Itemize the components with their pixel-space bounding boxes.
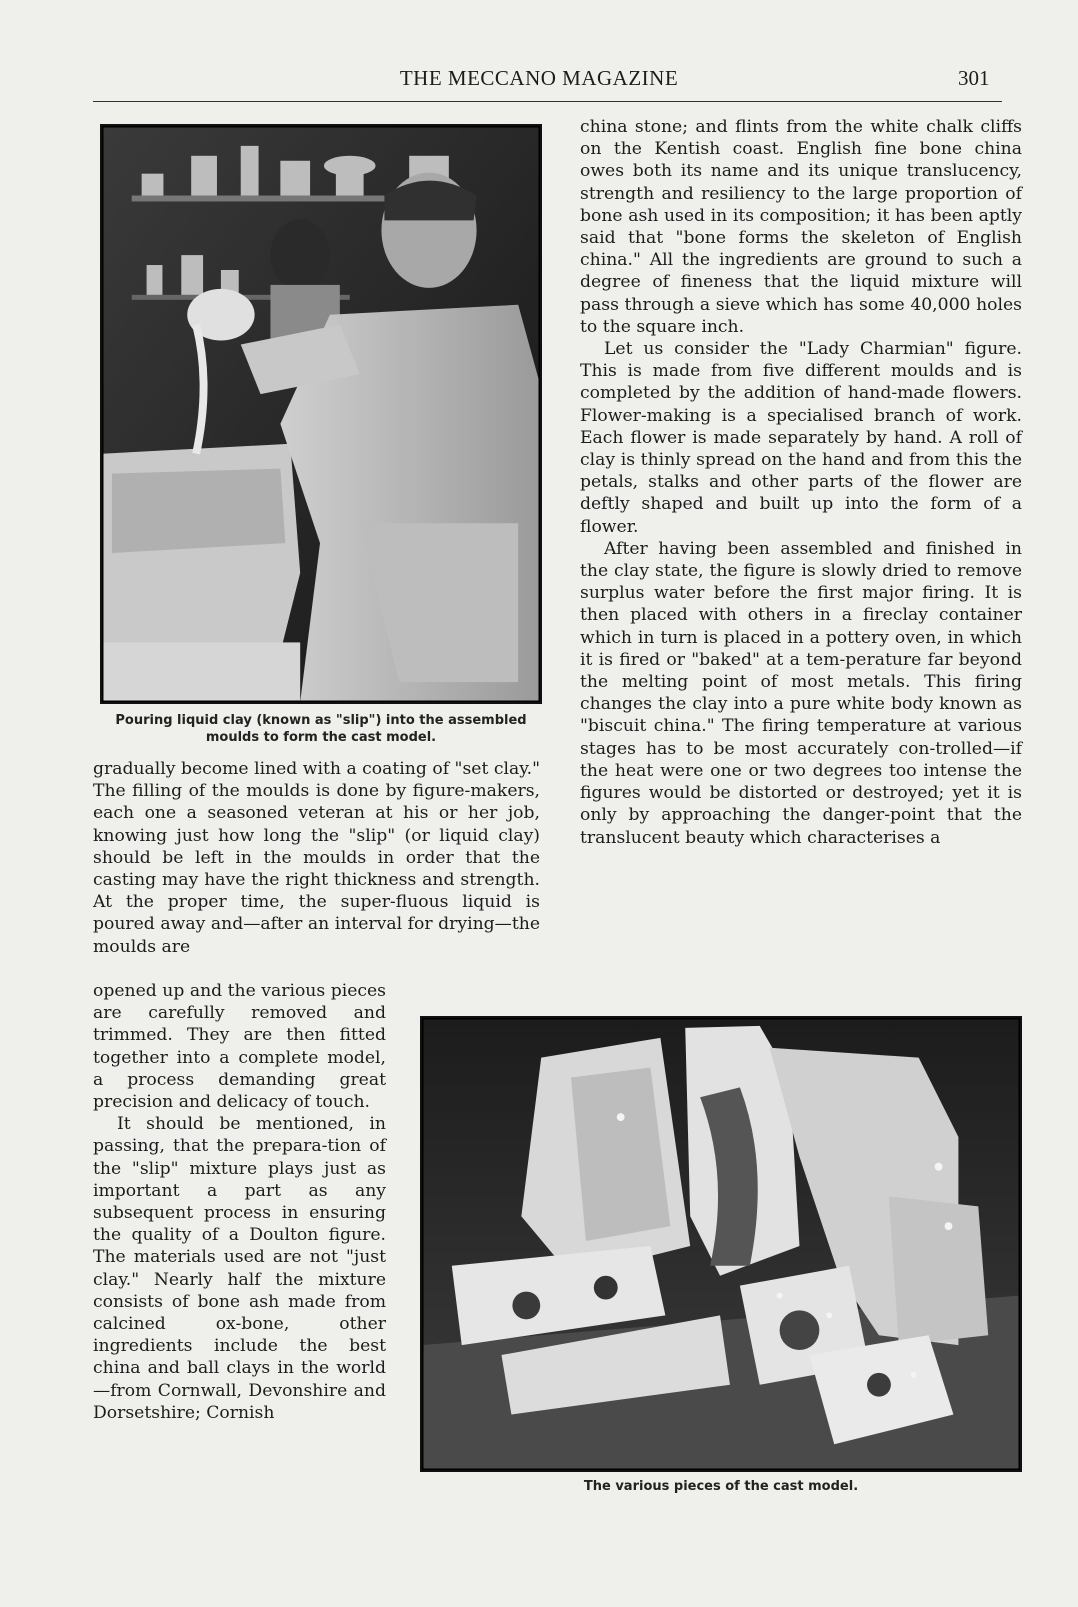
paragraph: After having been assembled and finished in the clay state, the figure is slowly dried to remove surplus water before the first major firing. It is then placed with others in a fireclay container which in turn is placed in a pottery oven, in which it is fired or "baked" at a tem-perature far beyond the melting point of most metals. This firing changes the clay into a pure white body known as "biscuit china." The firing temperature at various stages has to be most accurately con-trolled—if the heat were one or two degrees too intense the figures would be distorted or destroyed; yet it is only by approaching the danger-point that the translucent beauty which characterises a — [580, 538, 1022, 848]
header-rule — [93, 101, 1002, 102]
page-number: 301 — [958, 66, 990, 90]
pouring-slip-illustration — [102, 126, 540, 702]
figure-caption-pouring: Pouring liquid clay (known as "slip") into the assembled moulds to form the cast model. — [115, 713, 527, 745]
paragraph: china stone; and flints from the white chalk cliffs on the Kentish coast. English fine bone china owes both its name and its unique translucency, strength and resiliency to the large proportion of bone ash used in its composition; it has been aptly said that "bone forms the skeleton of English china." All the ingredients are ground to such a degree of fineness that the liquid mixture will pass through a sieve which has some 40,000 holes to the square inch. — [580, 117, 1022, 337]
figure-caption-mould-pieces: The various pieces of the cast model. — [583, 1479, 859, 1494]
magazine-title: THE MECCANO MAGAZINE — [399, 66, 679, 90]
paragraph: Let us consider the "Lady Charmian" figure. This is made from five different moulds and is completed by the addition of hand-made flowers. Flower-making is a specialised branch of work. Each flower is made separately by hand. A roll of clay is thinly spread on the hand and from this the petals, stalks and other parts of the flower are deftly shaped and built up into the form of a flower. — [580, 339, 1022, 537]
left-column-narrow — [93, 980, 386, 1424]
paragraph: It should be mentioned, in passing, that the prepara-tion of the "slip" mixture plays just as important a part as any subsequent process in ensuring the quality of a Doulton figure. The materials used are not "just clay." Nearly half the mixture consists of bone ash made from calcined ox-bone, other ingredients include the best china and ball clays in the world—from Cornwall, Devonshire and Dorsetshire; Cornish — [93, 1114, 386, 1423]
paragraph: opened up and the various pieces are carefully removed and trimmed. They are then fitted together into a complete model, a process demanding great precision and delicacy of touch. — [93, 981, 386, 1113]
paragraph: gradually become lined with a coating of "set clay." The filling of the moulds is done by figure-makers, each one a seasoned veteran at his or her job, knowing just how long the "slip" (or liquid clay) should be left in the moulds in order that the casting may have the right thickness and strength. At the proper time, the super-fluous liquid is poured away and—after an interval for drying—the moulds are — [93, 759, 540, 957]
photo-mould-pieces — [420, 1016, 1022, 1472]
photo-pouring-slip — [100, 124, 542, 704]
mould-pieces-illustration — [422, 1018, 1020, 1470]
right-column — [580, 116, 1022, 849]
left-column-upper — [93, 758, 540, 958]
